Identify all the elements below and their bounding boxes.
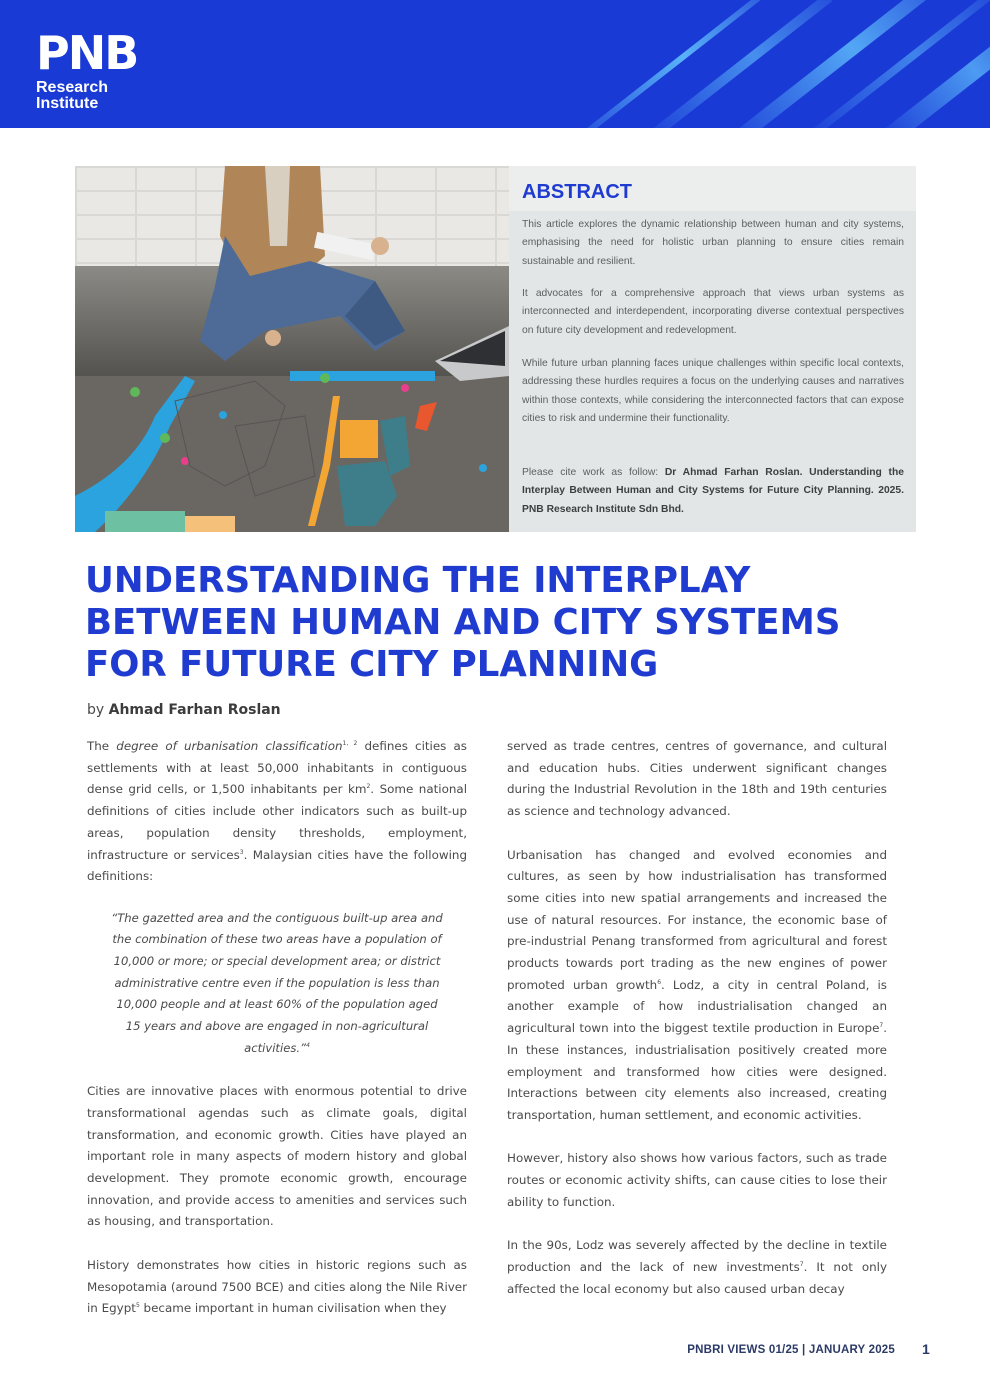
text-run: History demonstrates how cities in historic regions such as Mesopotamia (around 7500 BCE) and cities along the Nile River in Egypt <box>87 1257 467 1316</box>
body-column-left <box>87 736 467 1320</box>
abstract-paragraph: This article explores the dynamic relationship between human and city systems, emphasising the need for holistic urban planning to ensure cities remain sustainable and resilient. <box>522 219 904 267</box>
text-run: defines cities as settlements with at least 50,000 inhabitants in contiguous dense grid cells, or 1,500 inhabitants per km <box>87 739 467 797</box>
citation-lead: Please cite work as follow: <box>522 467 665 478</box>
footnote-ref: 3 <box>239 848 244 856</box>
block-quote <box>87 908 467 1060</box>
footnote-ref: 1, 2 <box>342 740 358 748</box>
byline <box>87 702 281 718</box>
footnote-ref: 7 <box>879 1022 884 1030</box>
citation-note <box>522 464 904 519</box>
page-number: 1 <box>922 1341 930 1357</box>
hero-image <box>75 166 509 532</box>
pnb-logo <box>36 26 138 112</box>
body-paragraph <box>87 1255 467 1320</box>
superscript: 2 <box>366 783 371 791</box>
text-run: In the 90s, Lodz was severely affected by the decline in textile production and the lack of new investments <box>507 1238 887 1274</box>
author-name: Ahmad Farhan Roslan <box>108 702 281 718</box>
footnote-ref: 6 <box>657 978 662 986</box>
abstract-paragraph: While future urban planning faces unique challenges within specific local contexts, addressing these hurdles requires a focus on the underlying causes and narratives within those contexts, while considering the interconnected factors that can expose cities to risk and undermine their functionality. <box>522 358 904 425</box>
body-paragraph <box>87 736 467 888</box>
emphasis-term: degree of urbanisation classification <box>116 739 343 753</box>
footnote-ref: 5 <box>135 1302 140 1310</box>
body-paragraph <box>507 845 887 1127</box>
text-run: Urbanisation has changed and evolved economies and cultures, as seen by how industrialisation has transformed some cities into new spatial arrangements and increased the use of natural resources. For instance, the economic base of pre-industrial Penang transformed from agricultural and forest products towards port trading as the new engines of power promoted urban growth <box>507 847 887 992</box>
text-run: . Malaysian cities have the following definitions: <box>87 847 467 884</box>
body-paragraph: Cities are innovative places with enormous potential to drive transformational agendas such as climate goals, digital transformation, and economic growth. Cities have played an important role in many aspects of modern history and global development. They promote economic growth, encourage innovation, and provide access to amenities and services such as housing, and transportation. <box>87 1084 467 1229</box>
text-run: . Some national definitions of cities include other indicators such as built-up areas, population density thresholds, employment, infrastructure or services <box>87 782 468 862</box>
footer-issue: PNBRI VIEWS 01/25 | JANUARY 2025 <box>687 1344 895 1356</box>
text-run: The <box>87 739 117 753</box>
quote-text: “The gazetted area and the contiguous built-up area and the combination of these two areas have a population of 10,000 or more; or special development area; or district administrative centre even if the population is less than 10,000 people and at least 60% of the population aged 15 years and above are engaged in non-agricultural activities.” <box>111 910 443 1055</box>
abstract-panel <box>509 166 916 532</box>
logo-wordmark: PNB <box>36 26 138 80</box>
citation-text: Dr Ahmad Farhan Roslan. Understanding the Interplay Between Human and City Systems for Future City Planning. 2025. PNB Research Institute Sdn Bhd. <box>522 467 904 515</box>
byline-prefix: by <box>87 702 109 718</box>
body-paragraph: However, history also shows how various factors, such as trade routes or economic activity shifts, can cause cities to lose their ability to function. <box>507 1151 887 1209</box>
logo-subtitle-line-2: Institute <box>36 95 99 112</box>
body-paragraph <box>507 1235 887 1300</box>
text-run: . It not only affected the local economy but also caused urban decay <box>507 1259 887 1296</box>
text-run: became important in human civilisation when they <box>139 1301 447 1316</box>
body-paragraph-continued: served as trade centres, centres of governance, and cultural and education hubs. Cities underwent significant changes during the Industrial Revolution in the 18th and 19th centuries as science and technology advanced. <box>507 739 887 819</box>
abstract-heading: ABSTRACT <box>522 181 632 203</box>
abstract-paragraph: It advocates for a comprehensive approach that views urban systems as interconnected and interdependent, incorporating diverse contextual perspectives on future city development and redevelopment. <box>522 288 904 336</box>
abstract-header <box>509 166 916 211</box>
article-title: UNDERSTANDING THE INTERPLAY BETWEEN HUMAN AND CITY SYSTEMS FOR FUTURE CITY PLANNING <box>85 560 841 685</box>
text-run: . Lodz, a city in central Poland, is another example of how industrialisation changed an agricultural town into the biggest textile production in Europe <box>507 977 887 1036</box>
logo-subtitle-line-1: Research <box>36 79 109 96</box>
footnote-ref: 4 <box>306 1041 310 1049</box>
person-illustration <box>75 166 509 532</box>
text-run: . In these instances, industrialisation positively created more employment and transformed how cities were designed. Interactions between city elements also increased, creating transportation, human settlement, and economic activities. <box>507 1021 887 1122</box>
body-column-right <box>507 736 887 1322</box>
footnote-ref: 7 <box>799 1260 804 1268</box>
header-banner <box>0 0 990 128</box>
